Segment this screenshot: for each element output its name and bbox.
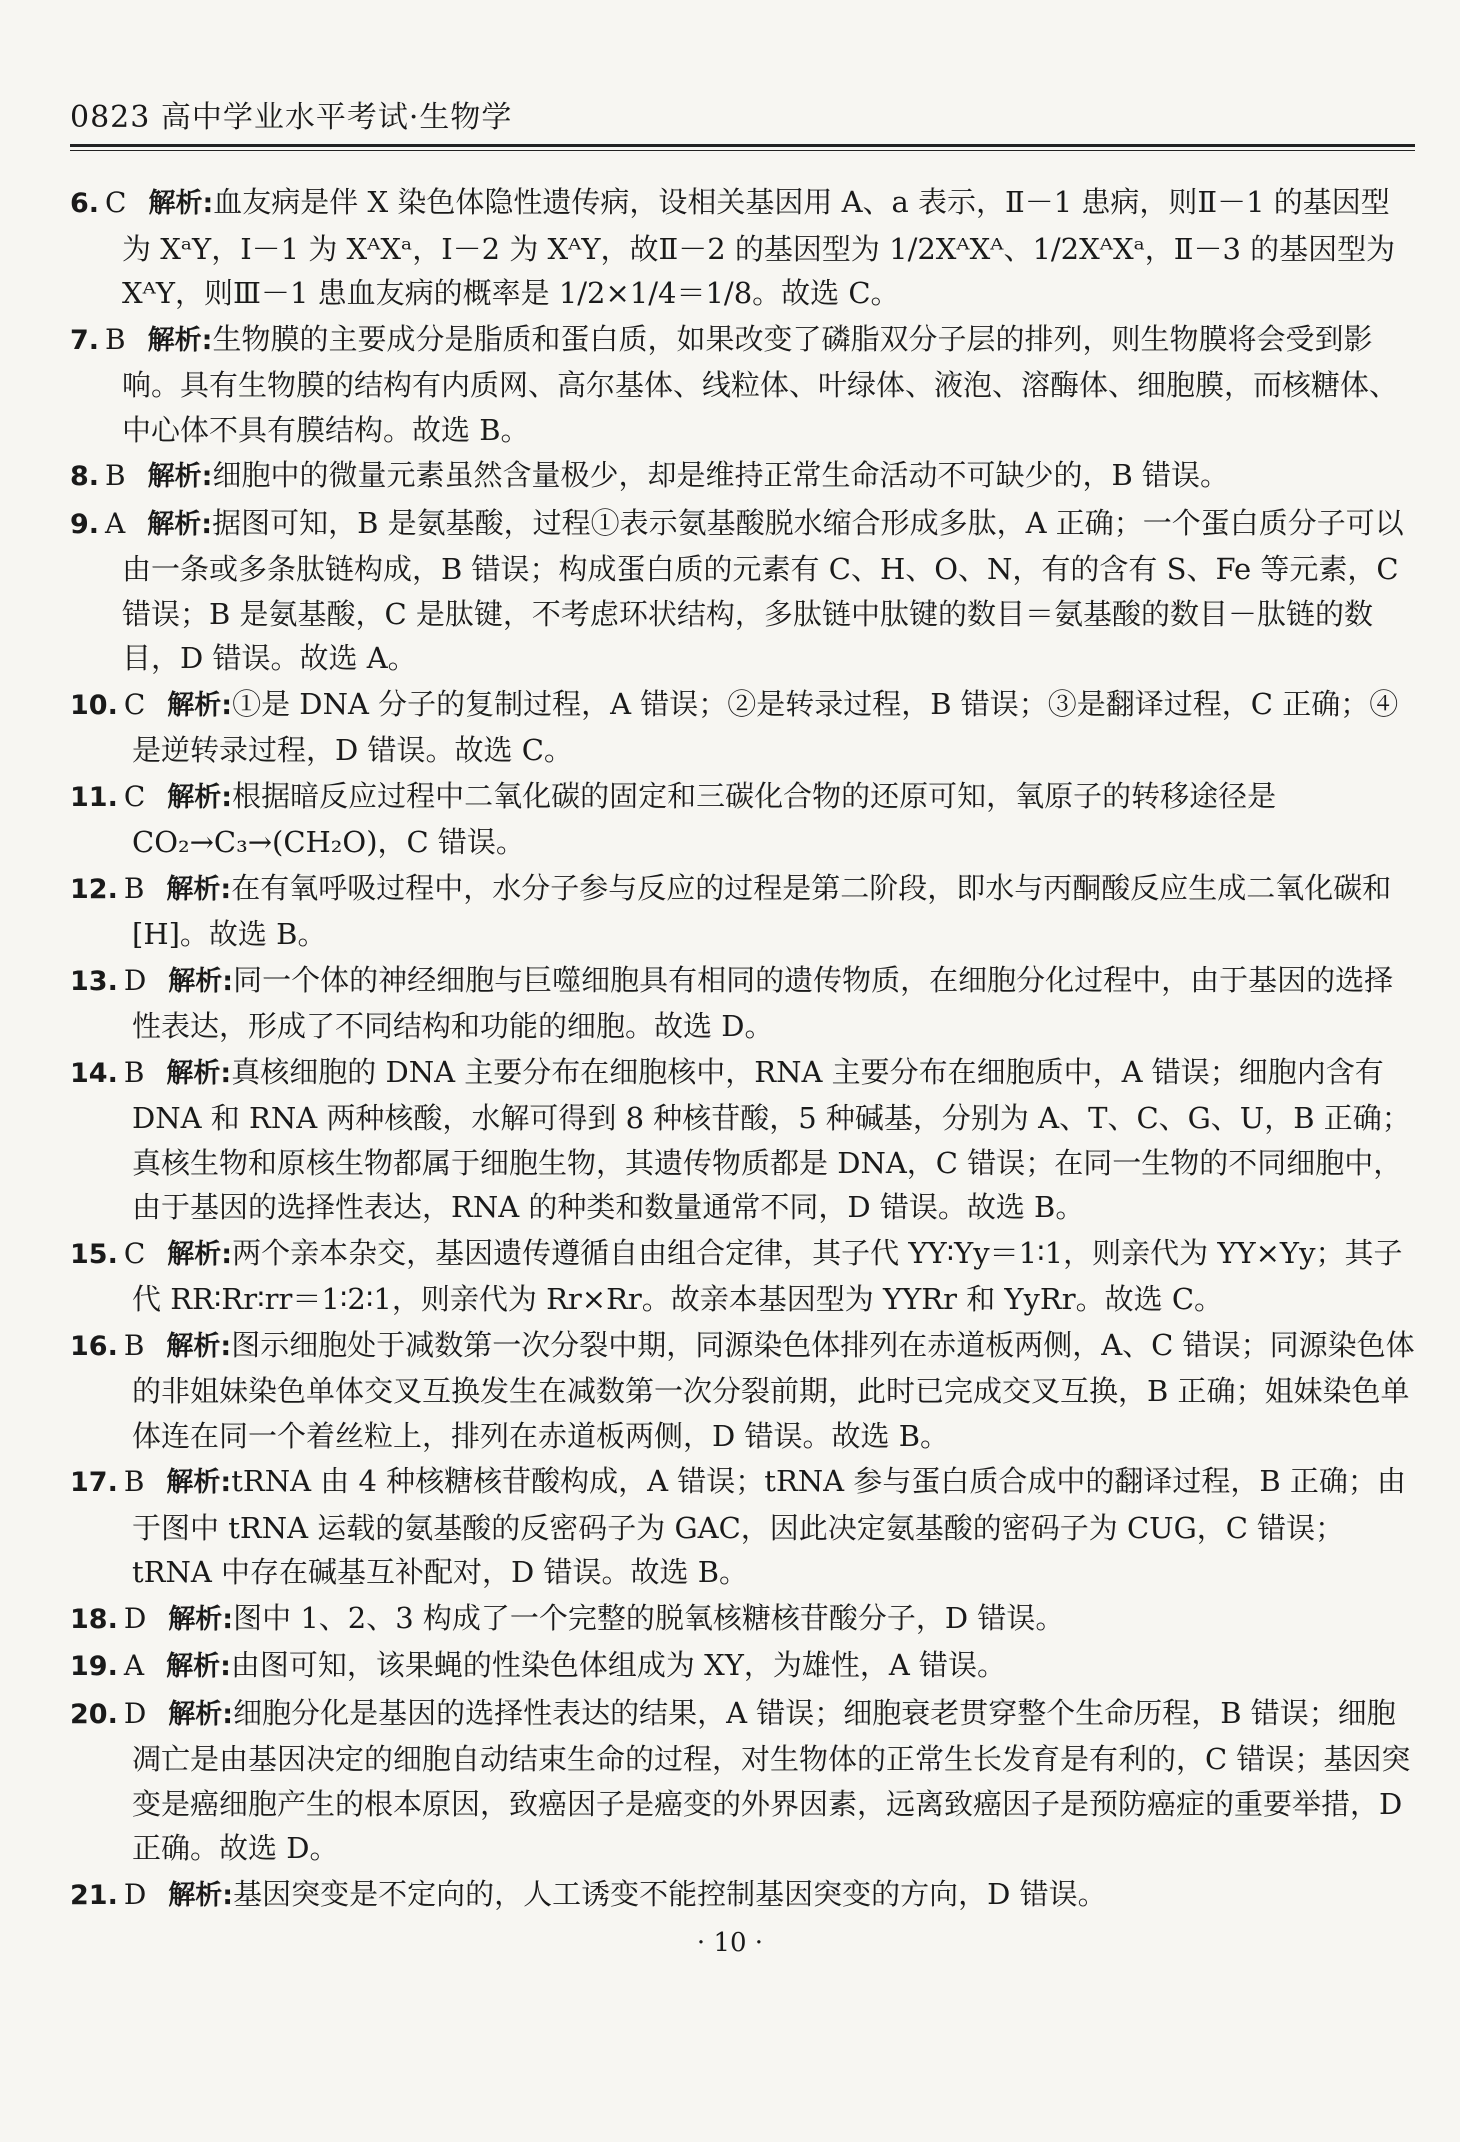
analysis-label: 解析: xyxy=(168,1698,234,1730)
answer-choice: D xyxy=(123,1877,147,1911)
analysis-label: 解析: xyxy=(167,781,233,813)
analysis-text: 真核细胞的 DNA 主要分布在细胞核中，RNA 主要分布在细胞质中，A 错误；细胞内含有 DNA 和 RNA 两种核酸，水解可得到 8 种核苷酸，5 种碱基，分别为 A、T、C、G、U，B 正确；真核生物和原核生物都属于细胞生物，其遗传物质都是 DNA，C 错误；在同一生物的不同细胞中，由于基因的选择性表达，RNA 的种类和数量通常不同，D 错误。故选 B。 xyxy=(132,1054,1411,1224)
answer-item-7 xyxy=(70,317,1415,453)
analysis-label: 解析: xyxy=(147,508,213,540)
answer-item-6 xyxy=(70,180,1415,316)
answer-choice: D xyxy=(123,963,147,997)
answer-item-8 xyxy=(70,453,1415,500)
answer-choice: B xyxy=(123,871,145,905)
answer-choice: C xyxy=(123,1236,146,1270)
analysis-label: 解析: xyxy=(168,965,234,997)
analysis-label: 解析: xyxy=(168,1603,234,1635)
question-number: 17. xyxy=(70,1467,118,1498)
analysis-text: 两个亲本杂交，基因遗传遵循自由组合定律，其子代 YY∶Yy＝1∶1，则亲代为 YY×Yy；其子代 RR∶Rr∶rr＝1∶2∶1，则亲代为 Rr×Rr。故亲本基因型为 YYRr 和 YyRr。故选 C。 xyxy=(132,1235,1403,1316)
question-number: 15. xyxy=(70,1238,118,1270)
answer-item-15 xyxy=(70,1231,1415,1322)
analysis-label: 解析: xyxy=(167,1238,233,1270)
answer-choice: B xyxy=(105,322,126,356)
answer-item-14 xyxy=(70,1050,1415,1230)
answer-list xyxy=(70,180,1415,1919)
answer-item-17 xyxy=(70,1459,1415,1595)
answer-choice: C xyxy=(105,186,127,219)
analysis-text: 据图可知，B 是氨基酸，过程①表示氨基酸脱水缩合形成多肽，A 正确；一个蛋白质分子可以由一条或多条肽链构成，B 错误；构成蛋白质的元素有 C、H、O、N，有的含有 S、Fe 等元素，C 错误；B 是氨基酸，C 是肽键，不考虑环状结构，多肽链中肽键的数目＝氨基酸的数目－肽链的数目，D 错误。故选 A。 xyxy=(122,505,1404,675)
analysis-label: 解析: xyxy=(167,689,233,721)
question-number: 19. xyxy=(70,1651,118,1682)
answer-item-18 xyxy=(70,1596,1415,1643)
answer-choice: B xyxy=(123,1055,145,1089)
analysis-text: 在有氧呼吸过程中，水分子参与反应的过程是第二阶段，即水与丙酮酸反应生成二氧化碳和[H]。故选 B。 xyxy=(132,870,1392,951)
question-number: 13. xyxy=(70,965,118,997)
header-rule xyxy=(70,144,1415,147)
answer-choice: D xyxy=(123,1601,147,1635)
header-rule-thin xyxy=(70,150,1415,151)
analysis-text: 图中 1、2、3 构成了一个完整的脱氧核糖核苷酸分子，D 错误。 xyxy=(233,1600,1065,1635)
analysis-text: 生物膜的主要成分是脂质和蛋白质，如果改变了磷脂双分子层的排列，则生物膜将会受到影响。具有生物膜的结构有内质网、高尔基体、线粒体、叶绿体、液泡、溶酶体、细胞膜，而核糖体、中心体不具有膜结构。故选 B。 xyxy=(122,321,1399,447)
page-number: · 10 · xyxy=(696,1928,764,1958)
answer-item-9 xyxy=(70,501,1415,681)
analysis-label: 解析: xyxy=(166,1330,232,1362)
question-number: 11. xyxy=(70,781,118,813)
answer-item-10 xyxy=(70,682,1415,773)
answer-item-20 xyxy=(70,1691,1415,1871)
question-number: 7. xyxy=(70,324,100,356)
question-number: 18. xyxy=(70,1603,118,1635)
analysis-text: 血友病是伴 X 染色体隐性遗传病，设相关基因用 A、a 表示，Ⅱ－1 患病，则Ⅱ－1 的基因型为 XᵃY，Ⅰ－1 为 XᴬXᵃ，Ⅰ－2 为 XᴬY，故Ⅱ－2 的基因型为 1/2XᴬXᴬ、1/2XᴬXᵃ，Ⅱ－3 的基因型为 XᴬY，则Ⅲ－1 患血友病的概率是 1/2×1/4＝1/8。故选 C。 xyxy=(122,185,1396,310)
answer-choice: B xyxy=(123,1465,145,1498)
question-number: 8. xyxy=(70,461,100,492)
answer-choice: C xyxy=(123,687,146,721)
question-number: 12. xyxy=(70,873,118,905)
analysis-text: 同一个体的神经细胞与巨噬细胞具有相同的遗传物质，在细胞分化过程中，由于基因的选择性表达，形成了不同结构和功能的细胞。故选 D。 xyxy=(132,962,1394,1043)
answer-choice: C xyxy=(123,779,146,813)
answer-choice: B xyxy=(123,1328,145,1362)
analysis-label: 解析: xyxy=(147,461,213,492)
answer-item-13 xyxy=(70,958,1415,1049)
analysis-text: tRNA 由 4 种核糖核苷酸构成，A 错误；tRNA 参与蛋白质合成中的翻译过程，B 正确；由于图中 tRNA 运载的氨基酸的反密码子为 GAC，因此决定氨基酸的密码子为 CUG，C 错误；tRNA 中存在碱基互补配对，D 错误。故选 B。 xyxy=(132,1464,1406,1589)
analysis-text: 图示细胞处于减数第一次分裂中期，同源染色体排列在赤道板两侧，A、C 错误；同源染色体的非姐妹染色单体交叉互换发生在减数第一次分裂前期，此时已完成交叉互换，B 正确；姐妹染色单体连在同一个着丝粒上，排列在赤道板两侧，D 错误。故选 B。 xyxy=(132,1327,1415,1453)
analysis-label: 解析: xyxy=(166,873,232,905)
analysis-text: 根据暗反应过程中二氧化碳的固定和三碳化合物的还原可知，氧原子的转移途径是 CO₂→C₃→(CH₂O)，C 错误。 xyxy=(132,778,1277,859)
question-number: 20. xyxy=(70,1698,118,1730)
analysis-label: 解析: xyxy=(147,324,213,356)
analysis-text: 基因突变是不定向的，人工诱变不能控制基因突变的方向，D 错误。 xyxy=(233,1876,1107,1911)
analysis-text: 细胞中的微量元素虽然含量极少，却是维持正常生命活动不可缺少的，B 错误。 xyxy=(212,458,1229,492)
analysis-text: 由图可知，该果蝇的性染色体组成为 XY，为雄性，A 错误。 xyxy=(230,1648,1007,1682)
analysis-label: 解析: xyxy=(148,188,214,219)
answer-item-21 xyxy=(70,1872,1415,1919)
question-number: 10. xyxy=(70,689,118,721)
question-number: 9. xyxy=(70,508,100,540)
analysis-text: ①是 DNA 分子的复制过程，A 错误；②是转录过程，B 错误；③是翻译过程，C 正确；④是逆转录过程，D 错误。故选 C。 xyxy=(132,686,1399,767)
question-number: 21. xyxy=(70,1879,118,1911)
answer-item-19 xyxy=(70,1643,1415,1690)
answer-item-16 xyxy=(70,1323,1415,1459)
question-number: 16. xyxy=(70,1330,118,1362)
analysis-label: 解析: xyxy=(166,1651,231,1682)
answer-item-12 xyxy=(70,866,1415,957)
answer-choice: D xyxy=(123,1696,147,1730)
analysis-label: 解析: xyxy=(168,1879,234,1911)
page-header: 0823 高中学业水平考试·生物学 xyxy=(70,100,513,135)
answer-item-11 xyxy=(70,774,1415,865)
answer-choice: B xyxy=(105,459,126,492)
question-number: 14. xyxy=(70,1057,118,1089)
analysis-label: 解析: xyxy=(166,1057,232,1089)
analysis-text: 细胞分化是基因的选择性表达的结果，A 错误；细胞衰老贯穿整个生命历程，B 错误；细胞凋亡是由基因决定的细胞自动结束生命的过程，对生物体的正常生长发育是有利的，C 错误；基因突变是癌细胞产生的根本原因，致癌因子是癌变的外界因素，远离致癌因子是预防癌症的重要举措，D 正确。故选 D。 xyxy=(132,1695,1411,1865)
question-number: 6. xyxy=(70,188,100,219)
answer-choice: A xyxy=(105,506,126,540)
analysis-label: 解析: xyxy=(166,1467,232,1498)
answer-choice: A xyxy=(123,1649,145,1682)
